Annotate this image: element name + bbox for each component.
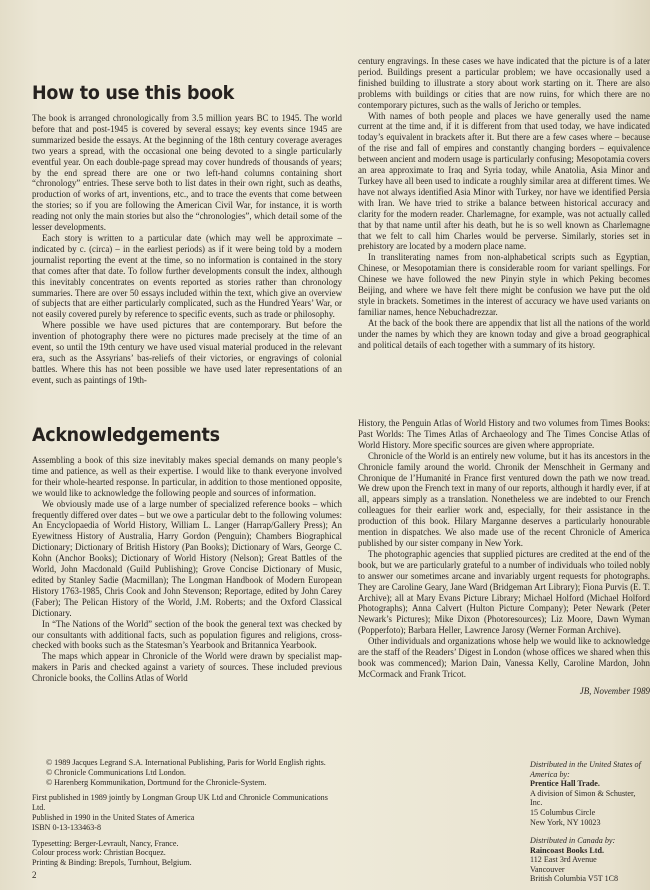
distribution-canada-label: Distributed in Canada by:	[530, 836, 616, 845]
how-to-use-paragraph: In transliterating names from non-alphabetical scripts such as Egyptian, Chinese, or Mesopotamian there is considerable room for variant spellings. For Chinese we have followed the new Pinyin style in which Peking becomes Beijing, and where we have felt there might be confusion we have put the old style in brackets. Sometimes in the interest of accuracy we have used variants on familiar names, hence Nebuchadrezzar.	[358, 252, 650, 317]
acknowledgements-paragraph: History, the Penguin Atlas of World History and two volumes from Times Books: Past Worlds: The Times Atlas of Archaeology and The Times Concise Atlas of World History. More specific sources are given where appropriate.	[358, 418, 650, 450]
distributor-address: 15 Columbus Circle	[530, 807, 596, 817]
copyright-line: © 1989 Jacques Legrand S.A. International Publishing, Paris for World English rights.	[46, 758, 326, 767]
copyright-line: © Chronicle Communications Ltd London.	[46, 767, 186, 777]
distribution-canada	[530, 836, 648, 884]
how-to-use-heading: How to use this book	[32, 82, 235, 104]
how-to-use-column-right	[358, 56, 650, 350]
how-to-use-paragraph: At the back of the book there are appendix that list all the nations of the world under the names by which they are known today and give a broad geographical and political details of each together with a summary of its history.	[358, 317, 650, 350]
page-number: 2	[32, 870, 37, 880]
how-to-use-paragraph: The book is arranged chronologically from 3.5 million years BC to 1945. The world before that and post-1945 is covered by several essays; key events since 1945 are summarized beside the essays. At the beginning of the 18th century coverage averages two years a spread, with the occasional one being devoted to a single particularly eventful year. On each double-page spread may cover hundreds of thousands of years; by the end spread there are one or two left-hand columns containing short “chronology” entries. These serve both to list dates in their own right, such as deaths, production of works of art, inventions, etc., and to trace the events that come between the stories; so if you are following the American Civil War, for instance, it is worth reading not only the main stories but also the “chronologies”, which detail some of the lesser developments.	[32, 113, 342, 233]
acknowledgements-column-left	[32, 424, 342, 684]
isbn: ISBN 0-13-133463-8	[32, 822, 102, 832]
acknowledgements-paragraph: We obviously made use of a large number of specialized reference books – which frequently differed over dates – but we owe a particular debt to the following volumes: An Encyclopaedia of World History, William L. Langer (Harrap/Gallery Press); An Eyewitness History of Australia, Harry Gordon (Penguin); Chambers Biographical Dictionary; Dictionary of British History (Pan Books); Dictionary of Wars, George C. Kohn (Anchor Books); Dictionary of World History (Nelson); Great Battles of the World, John Macdonald (Guild Publishing); Grove Concise Dictionary of Music, edited by Stanley Sadie (Macmillan); The Longman Handbook of Modern European History 1763-1985, Chris Cook and John Stevenson; Reportage, edited by John Carey (Faber); The Pelican History of the World, J.M. Roberts; and the Oxford Classical Dictionary.	[32, 498, 342, 618]
copyright-line: © Harenberg Kommunikation, Dortmund for the Chronicle-System.	[46, 777, 267, 787]
distributor-address: New York, NY 10023	[530, 817, 601, 827]
publication-line: First published in 1989 jointly by Longman Group UK Ltd and Chronicle Communications Ltd.	[32, 793, 328, 813]
how-to-use-paragraph: century engravings. In these cases we have indicated that the picture is of a later period. Buildings present a particular problem; we have occasionally used a finished building to illustrate a story about work starting on it. There are also problems with buildings or cities that are now ruins, for which there are no contemporary pictures, such as the walls of Jericho or temples.	[358, 56, 650, 110]
acknowledgements-column-right	[358, 418, 650, 696]
acknowledgements-heading: Acknowledgements	[32, 424, 220, 446]
acknowledgements-paragraph: Assembling a book of this size inevitably makes special demands on many people’s time and patience, as well as their expertise. I would like to thank everyone involved for their whole-hearted response. In particular, in addition to those mentioned opposite, we would like to acknowledge the following people and sources of information.	[32, 455, 342, 498]
how-to-use-paragraph: With names of both people and places we have generally used the name current at the time and, if it is different from that used today, we have indicated today’s equivalent in brackets after it. But there are a few cases where – because of the rise and fall of empires and constantly changing borders – equivalence between ancient and modern usage is particularly confusing; Mesopotamia covers an area approximate to Iraq and Syria today, while Anatolia, Asia Minor and Turkey have all been used to indicate a roughly similar area at different times. We have not always identified Asia Minor with Turkey, nor have we identified Persia with Iran. We have tried to strike a balance between historical accuracy and clarity for the modern reader. Charlemagne, for example, was not actually called that by that name until after his death, but he is so well known as Charlemagne that we felt to call him Charles would be perverse. Similarly, stories set in prehistory are located by a modern place name.	[358, 110, 650, 252]
acknowledgements-paragraph: In “The Nations of the World” section of the book the general text was checked by our consultants with additional facts, such as population figures and religions, cross-checked with books such as the Statesman’s Yearbook and Britannica Yearbook.	[32, 618, 342, 651]
how-to-use-paragraph: Where possible we have used pictures that are contemporary. But before the invention of photography there were no pictures made precisely at the time of an event, so until the 19th century we have used visual material produced in the relevant era, such as the Assyrians’ bas-reliefs of their victories, or engravings of colonial battles. Where this has not been possible we have used later representations of an event, such as paintings of 19th-	[32, 320, 342, 385]
production-line: Typesetting: Berger-Levrault, Nancy, France.	[32, 838, 179, 848]
production-line: Colour process work: Christian Bocquez.	[32, 848, 166, 858]
how-to-use-column-left	[32, 82, 342, 386]
how-to-use-paragraph: Each story is written to a particular date (which may well be approximate – indicated by c. (circa) – in the earliest periods) as if it were being told by a modern journalist reporting the event at the time, so no information is contained in the story that comes after that date. To follow further developments consult the index, although this inevitably concentrates on events reported as stories rather than chronology summaries. There are over 50 essays included within the text, which give an overview of subjects that are either particularly complicated, such as the Hundred Years’ War, or not easily covered purely by reference to specific events, such as trade or philosophy.	[32, 232, 342, 320]
distribution-us	[530, 760, 648, 827]
distributor-address: 112 East 3rd Avenue	[530, 855, 597, 865]
distributor-name: Raincoast Books Ltd.	[530, 845, 604, 855]
acknowledgements-paragraph: The maps which appear in Chronicle of the World were drawn by specialist map-makers in Paris and checked against a variety of sources. These included previous Chronicle books, the Collins Atlas of World	[32, 651, 342, 684]
production-line: Printing & Binding: Brepols, Turnhout, Belgium.	[32, 858, 192, 868]
distribution-us-label: Distributed in the United States of America by:	[530, 760, 641, 779]
imprint-block	[32, 758, 332, 868]
distributor-name: Prentice Hall Trade.	[530, 779, 600, 789]
distributor-address: Vancouver	[530, 864, 565, 874]
distributor-address: British Columbia V5T 1C8	[530, 874, 619, 884]
acknowledgements-paragraph: The photographic agencies that supplied pictures are credited at the end of the book, but we are particularly grateful to a number of individuals who toiled nobly to answer our sometimes arcane and invariably urgent requests for photographs. They are Caroline Geary, Jane Ward (Bridgeman Art Library); Fiona Purvis (E. T. Archive); all at Mary Evans Picture Library; Michael Holford (Michael Holford Photographs); Anna Calvert (Hulton Picture Company); Peter Newark (Peter Newark’s Pictures); Mike Dixon (Photoresources); Liz Moore, Dawn Wyman (Popperfoto); Barbara Heller, Lawrence Jarosy (Werner Forman Archive).	[358, 548, 650, 636]
acknowledgements-paragraph: Other individuals and organizations whose help we would like to acknowledge are the staff of the Readers’ Digest in London (whose offices we shared when this book was commenced); Marion Dain, Vanessa Kelly, Caroline Mardon, John McCormack and Frank Tricot.	[358, 636, 650, 679]
publication-line: Published in 1990 in the United States of America	[32, 812, 195, 822]
acknowledgements-paragraph: Chronicle of the World is an entirely new volume, but it has its ancestors in the Chronicle family around the world. Chronik der Menschheit in Germany and Chronique de l’Humanité in France first ventured down the path we now tread. We drew upon the French text in many of our reports, although it hardly ever, if at all, appears simply as a translation. Nonetheless we are indebted to our French colleagues for their earlier work and, especially, for their assistance in the production of this book. Hilary Marganne deserves a particularly honourable mention in dispatches. We also made use of the recent Chronicle of America published by our sister company in New York.	[358, 450, 650, 548]
distributor-address: A division of Simon & Schuster, Inc.	[530, 788, 636, 808]
signature: JB, November 1989	[579, 685, 650, 696]
